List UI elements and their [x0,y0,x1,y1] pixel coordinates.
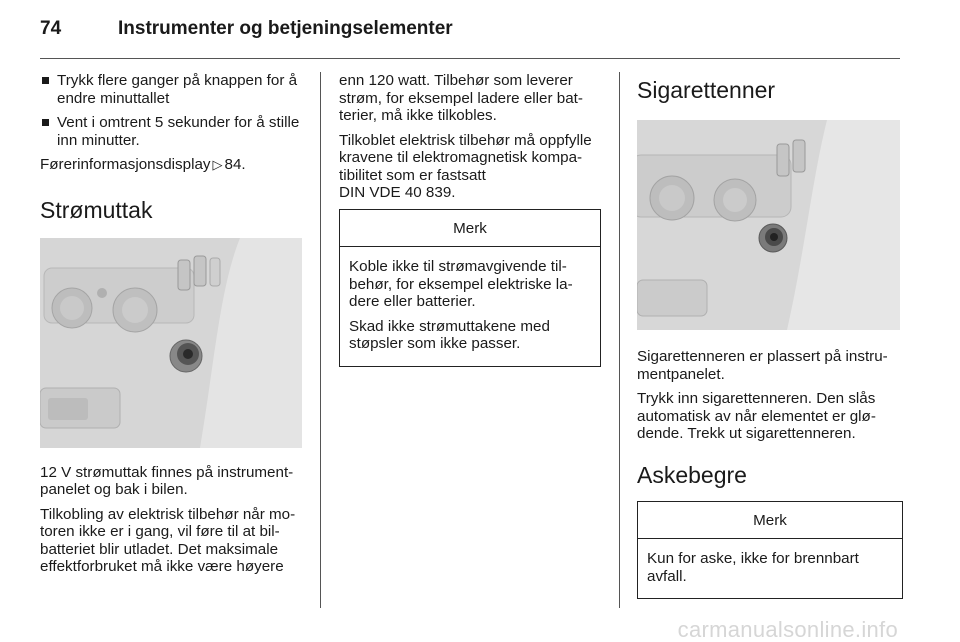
watermark: carmanualsonline.info [677,617,898,642]
cross-reference-page: 84. [224,156,246,173]
section-heading-ashtray: Askebegre [637,461,747,488]
cross-reference[interactable] [40,156,302,174]
paragraph: 12 V strømuttak finnes på instrumentpanelet og bak i bilen. [40,463,294,498]
paragraph-text: Tilkoblet elektrisk tilbehør må oppfylle kravene til elektromagnetisk kompatibilitet som er fastsatt [339,131,592,184]
paragraph-standard: DIN VDE 40 839. [339,184,456,201]
section-heading-power-outlet: Strømuttak [40,196,153,223]
power-outlet-photo [40,238,302,448]
column-1 [40,72,302,583]
note-title: Merk [340,210,600,248]
note-paragraph: Kun for aske, ikke for brennbart avfall. [647,550,859,585]
page-title: Instrumenter og betjeningselementer [118,18,453,39]
note-box [339,209,601,367]
paragraph: enn 120 watt. Tilbehør som leverer strøm, for eksempel ladere eller batterier, må ikke tilkobles. [339,72,583,124]
bullet-item: Vent i omtrent 5 sekunder for å stille inn minutter. [40,114,302,149]
paragraph: Trykk inn sigarettenneren. Den slås automatisk av når elementet er glødende. Trekk ut sigarettenneren. [637,390,876,442]
paragraph: Tilkobling av elektrisk tilbehør når motoren ikke er i gang, vil føre til at bilbatteriet blir utladet. Det maksimale effektforbruket må ikke være høyere [40,505,296,575]
page-number: 74 [40,18,62,39]
cigarette-lighter-illustration [637,120,900,330]
bullet-list [40,72,302,149]
paragraph: Sigarettenneren er plassert på instrumentpanelet. [637,348,888,383]
header-divider [40,58,900,59]
cigarette-lighter-photo [637,120,900,330]
cross-reference-label: Førerinformasjonsdisplay [40,156,211,173]
note-title: Merk [638,502,902,540]
section-heading-cigarette-lighter: Sigarettenner [637,77,776,103]
column-divider-1 [320,72,321,608]
paragraph [339,132,601,202]
power-outlet-illustration [40,238,302,448]
column-3 [637,72,903,599]
column-divider-2 [619,72,620,608]
note-box [637,501,903,600]
note-body [638,539,902,598]
column-2 [339,72,601,367]
note-paragraph: Skad ikke strømuttakene med støpsler som ikke passer. [349,317,550,352]
arrow-right-icon: ▷ [212,157,223,172]
note-body [340,247,600,366]
note-paragraph: Koble ikke til strømavgivende tilbehør, for eksempel elektriske ladere eller batterier. [349,258,573,310]
bullet-item: Trykk flere ganger på knappen for å endre minuttallet [40,72,302,107]
